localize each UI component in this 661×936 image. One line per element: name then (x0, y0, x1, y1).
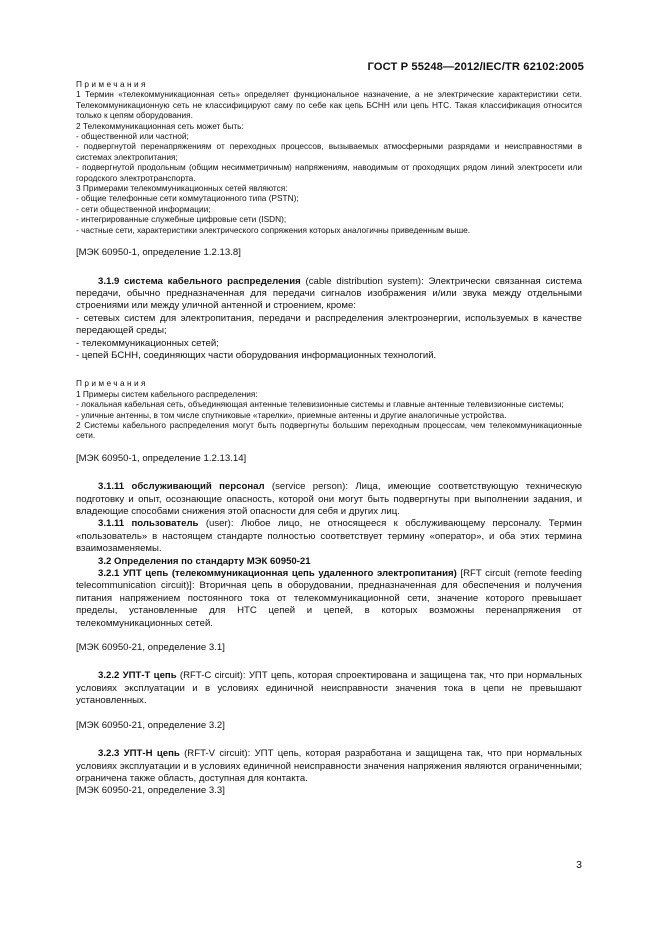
notes-block-1 (76, 79, 582, 235)
term-title: 3.2.3 УПТ-Н цепь (98, 748, 180, 760)
note-line: 3 Примерами телекоммуникационных сетей являются: (76, 183, 288, 194)
note-line: - интегрированные служебные цифровые сети (ISDN); (76, 214, 287, 225)
term-title: 3.2.2 УПТ-Т цепь (98, 670, 177, 682)
note-line: - подвергнутой перенапряжениям от переходных процессов, вызываемых атмосферными разрядами и неисправностями в системах электропитания; (76, 141, 582, 162)
definition-3-2-2 (76, 670, 582, 707)
term-text: (user): Любое лицо, не относящееся к обслуживающему персоналу. Термин «пользователь» в настоящем стандарте полностью соответствует термину «оператор», и оба этих термина взаимозаменяемы. (76, 518, 582, 555)
list-item: - телекоммуникационных сетей; (76, 337, 219, 349)
definition-3-1-9 (76, 276, 582, 363)
note-line: - уличные антенны, в том числе спутниковые «тарелки», приемные антенны и другие аналогичные устройства. (76, 409, 507, 420)
note-line: - сети общественной информации; (76, 203, 211, 214)
list-item: - сетевых систем для электропитания, передачи и распределения электроэнергии, используемых в качестве передающей среды; (76, 312, 582, 337)
note-line: - локальная кабельная сеть, объединяющая антенные телевизионные системы и главные антенные телевизионные системы; (76, 399, 564, 410)
term-text: (RFT-V circuit): УПТ цепь, которая разработана и защищена так, что при нормальных условиях эксплуатации и в условиях единичной неисправности значения напряжения являются ограниченными; ограничена также область, доступная для контакта. (76, 748, 582, 784)
term-title: 3.1.9 система кабельного распределения (98, 275, 301, 287)
page-content (76, 79, 582, 798)
term-title: 3.1.11 обслуживающий персонал (98, 481, 265, 493)
reference-citation: [МЭК 60950-21, определение 3.1] (76, 642, 225, 654)
note-line: 2 Системы кабельного распределения могут быть подвергнуты большим переходным процессам, чем телекоммуникационные сети. (76, 419, 582, 441)
term-text: [RFT circuit (remote feeding telecommunication circuit)]: Вторичная цепь в оборудовании, предназначенная для обеспечения и получения питания напряжением постоянного тока от телекоммуникационной сети, значение которого превышает пределы, установленные для НТС цепей и цепей, в которых возможны перенапряжения от телекоммуникационных сетей. (76, 568, 582, 629)
note-line: - частные сети, характеристики электрического сопряжения которых аналогичны приведенным выше. (76, 224, 471, 235)
term-text: (cable distribution system): Электрически связанная система передачи, обычно предназначенная для передачи сигналов изображения и/или звука между отдельными строениями или между уличной антенной и строением, кроме: (76, 275, 583, 312)
notes-block-2 (76, 378, 582, 440)
reference-citation: [МЭК 60950-1, определение 1.2.13.14] (76, 452, 247, 464)
notes-heading: Примечания (76, 378, 148, 389)
definitions-3-1-11 (76, 481, 582, 630)
term-text: (RFT-C circuit): УПТ цепь, которая спроектирована и защищена так, что при нормальных условиях эксплуатации и в условиях единичной неисправности значения тока в цепи не превышают установленных. (76, 670, 583, 707)
term-title: 3.1.11 пользователь (98, 518, 199, 530)
section-title: 3.2 Определения по стандарту МЭК 60950-21 (98, 555, 311, 567)
standard-code-header: ГОСТ Р 55248—2012/IEC/TR 62102:2005 (367, 61, 584, 73)
term-text: (service person): Лица, имеющие соответствующую техническую подготовку и опыт, осознающие опасность, которой они могут быть подвергнуты при выполнении задания, и владеющие способами снижения этой опасности для себя и других лиц. (76, 481, 582, 517)
reference-citation: [МЭК 60950-21, определение 3.2] (76, 719, 225, 731)
note-line: - общественной или частной; (76, 131, 189, 142)
reference-citation: [МЭК 60950-21, определение 3.3] (76, 785, 225, 797)
notes-heading: Примечания (76, 79, 148, 89)
note-line: 1 Примеры систем кабельного распределения: (76, 388, 258, 399)
note-line: 1 Термин «телекоммуникационная сеть» определяет функциональное назначение, а не электрические характеристики сети. Телекоммуникационную сеть не классифицируют саму по себе как цепь БСНН или цепь НТС. Такая классификация относится только к цепям оборудования. (76, 89, 582, 121)
note-line: 2 Телекоммуникационная сеть может быть: (76, 120, 244, 131)
note-line: - подвергнутой продольным (общим несимметричным) напряжениям, наводимым от проходящих рядом линий электросети или городского электротранспорта. (76, 162, 582, 183)
list-item: - цепей БСНН, соединяющих части оборудования информационных технологий. (76, 349, 437, 361)
term-title: 3.2.1 УПТ цепь (телекоммуникационная цепь удаленного электропитания) (98, 568, 457, 580)
page-number: 3 (576, 859, 582, 871)
note-line: - общие телефонные сети коммутационного типа (PSTN); (76, 193, 299, 204)
definition-3-2-3 (76, 748, 582, 798)
reference-citation: [МЭК 60950-1, определение 1.2.13.8] (76, 247, 241, 259)
